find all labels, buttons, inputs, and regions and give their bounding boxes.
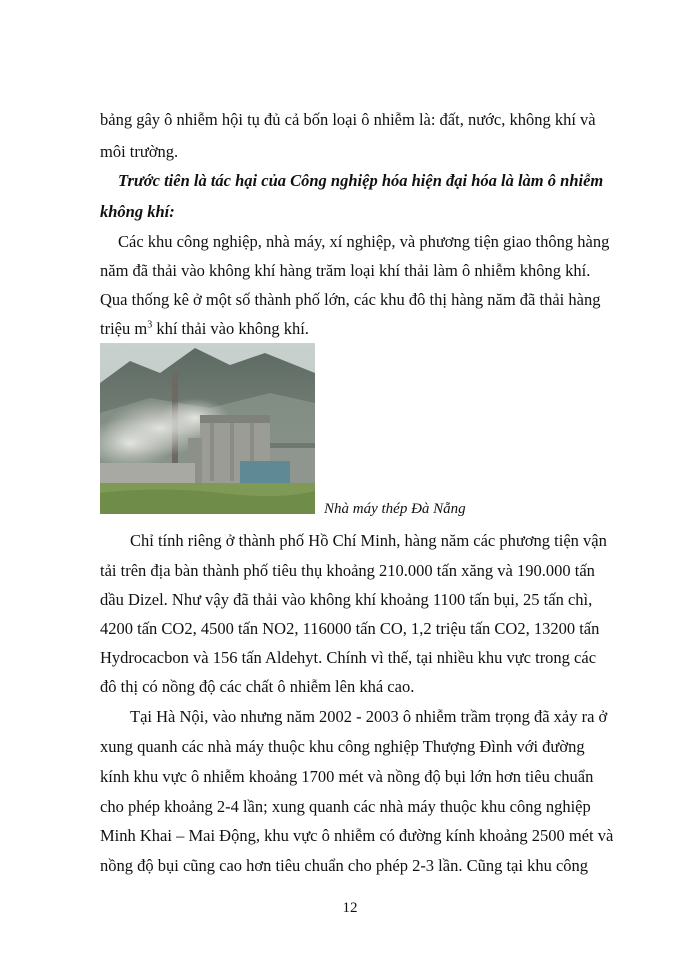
text-line: Chỉ tính riêng ở thành phố Hồ Chí Minh, hàng năm các phương tiện vận [130,531,607,550]
text-line: bảng gây ô nhiễm hội tụ đủ cả bốn loại ô nhiễm là: đất, nước, không khí và [100,110,596,129]
text-segment: triệu m [100,319,148,338]
superscript: 3 [147,319,153,331]
text-segment: khí thải vào không khí. [152,319,309,338]
text-line: Hydrocacbon và 156 tấn Aldehyt. Chính vì thế, tại nhiều khu vực trong các [100,648,597,667]
factory-photo [100,343,315,514]
section-heading: Trước tiên là tác hại của Công nghiệp hóa hiện đại hóa là làm ô nhiễm [118,171,604,190]
text-line: xung quanh các nhà máy thuộc khu công nghiệp Thượng Đình với đường [100,737,585,756]
text-line: Các khu công nghiệp, nhà máy, xí nghiệp, và phương tiện giao thông hàng [118,232,610,251]
text-line: Minh Khai – Mai Động, khu vực ô nhiễm có đường kính khoảng 2500 mét và [100,826,614,845]
text-line: tải trên địa bàn thành phố tiêu thụ khoảng 210.000 tấn xăng và 190.000 tấn [100,561,595,580]
text-line: 4200 tấn CO2, 4500 tấn NO2, 116000 tấn CO, 1,2 triệu tấn CO2, 13200 tấn [100,619,600,638]
text-line: nồng độ bụi cũng cao hơn tiêu chuẩn cho phép 2-3 lần. Cũng tại khu công [100,856,589,875]
text-line: kính khu vực ô nhiễm khoảng 1700 mét và nồng độ bụi lớn hơn tiêu chuẩn [100,767,594,786]
text-line: năm đã thải vào không khí hàng trăm loại khí thải làm ô nhiễm không khí. [100,261,591,280]
text-line: dầu Dizel. Như vậy đã thải vào không khí khoảng 1100 tấn bụi, 25 tấn chì, [100,590,593,609]
section-heading: không khí: [100,202,175,221]
page-number: 12 [342,900,358,916]
text-line: cho phép khoảng 2-4 lần; xung quanh các nhà máy thuộc khu công nghiệp [100,797,591,816]
figure-caption: Nhà máy thép Đà Nẵng [324,501,466,517]
text-line: Qua thống kê ở một số thành phố lớn, các khu đô thị hàng năm đã thải hàng [100,290,601,309]
text-line: môi trường. [100,142,179,161]
text-line: Tại Hà Nội, vào nhưng năm 2002 - 2003 ô nhiễm trầm trọng đã xảy ra ở [130,707,608,726]
text-line: đô thị có nồng độ các chất ô nhiễm lên khá cao. [100,677,415,696]
text-line [100,319,309,339]
